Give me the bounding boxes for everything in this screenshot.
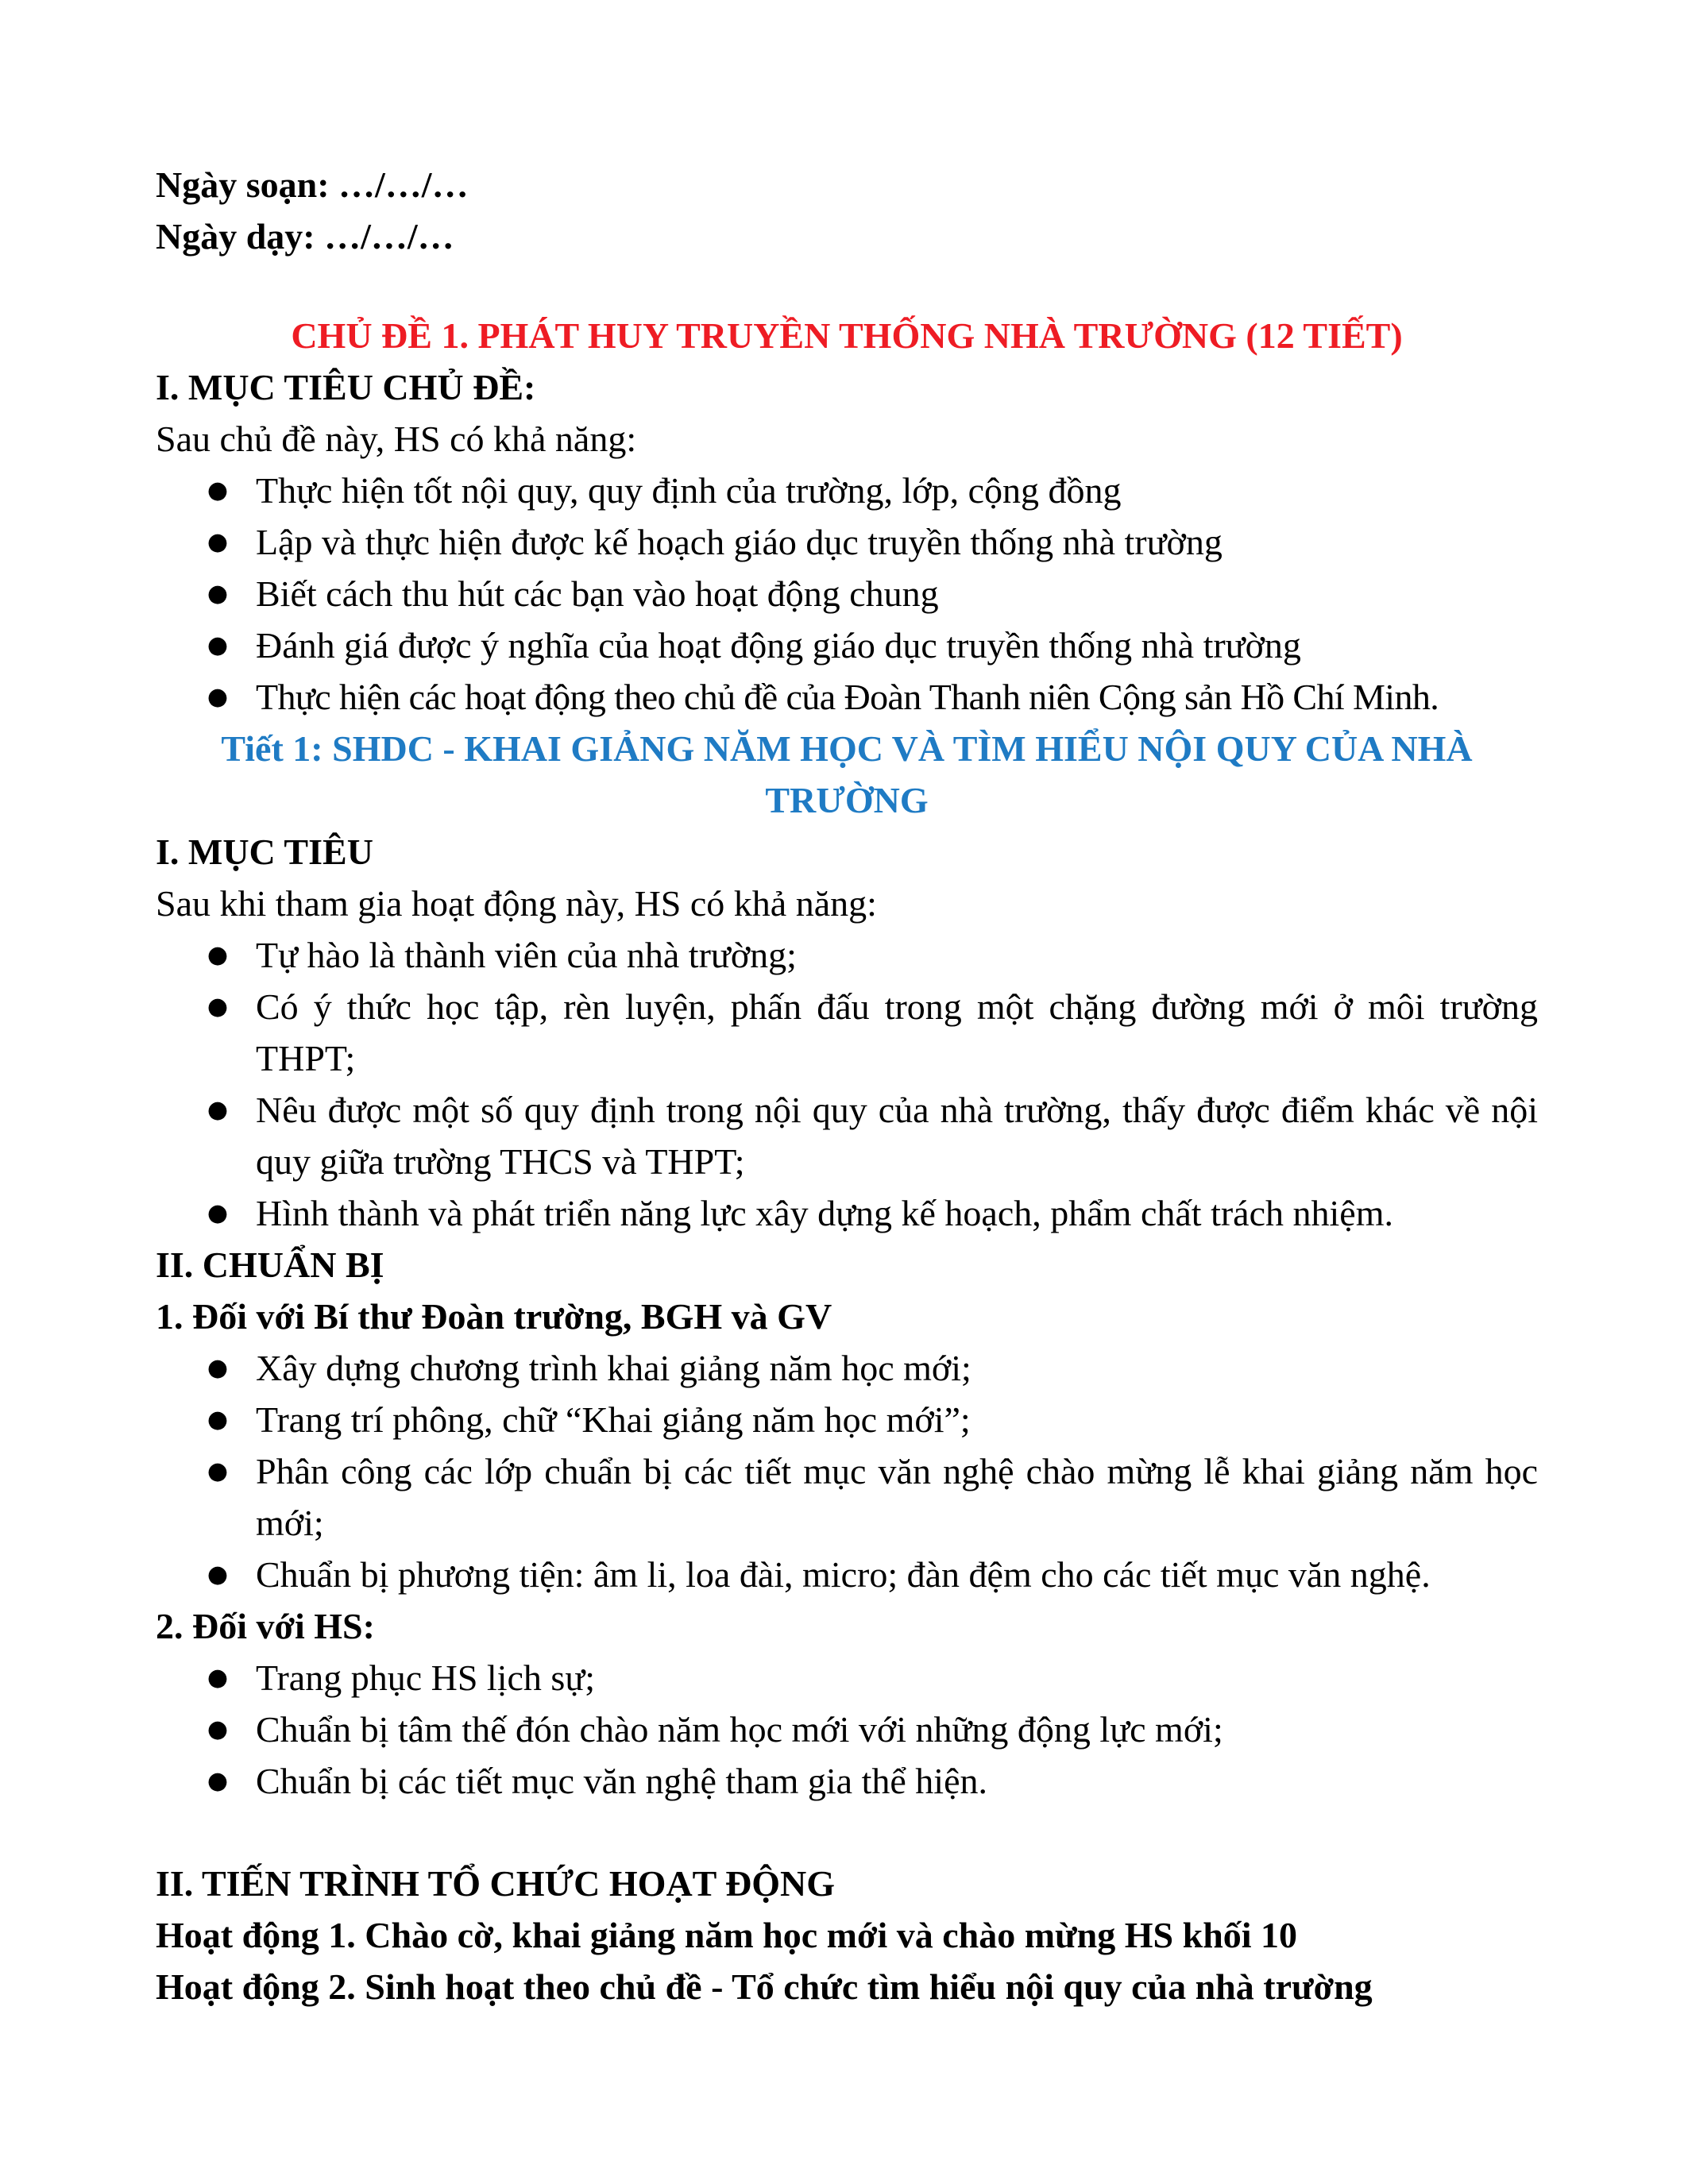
prep-students-heading: 2. Đối với HS: (156, 1606, 375, 1646)
list-item: ● Chuẩn bị các tiết mục văn nghệ tham gia thể hiện. (156, 1755, 1538, 1807)
list-item: ● Thực hiện tốt nội quy, quy định của trường, lớp, cộng đồng (156, 465, 1538, 516)
list-item: ● Chuẩn bị tâm thế đón chào năm học mới với những động lực mới; (156, 1704, 1538, 1755)
bullet-icon: ● (207, 683, 229, 711)
list-item: ● Tự hào là thành viên của nhà trường; (156, 929, 1538, 981)
lesson-title-line-1: Tiết 1: SHDC - KHAI GIẢNG NĂM HỌC VÀ TÌM HIỂU NỘI QUY CỦA NHÀ (221, 728, 1473, 769)
list-item: ● Xây dựng chương trình khai giảng năm học mới; (156, 1342, 1538, 1394)
preparation-heading: II. CHUẨN BỊ (156, 1244, 384, 1285)
bullet-icon: ● (207, 631, 229, 659)
bullet-icon: ● (207, 1354, 229, 1382)
topic-title: CHỦ ĐỀ 1. PHÁT HUY TRUYỀN THỐNG NHÀ TRƯỜNG (12 TIẾT) (291, 315, 1403, 356)
document-page (156, 159, 1538, 2012)
prep-staff-heading: 1. Đối với Bí thư Đoàn trường, BGH và GV (156, 1296, 832, 1337)
spacer (156, 1807, 1538, 1858)
bullet-icon: ● (207, 1561, 229, 1588)
bullet-icon: ● (207, 1664, 229, 1692)
list-item: ● Nêu được một số quy định trong nội quy của nhà trường, thấy được điểm khác về nội quy giữa trường THCS và THPT; (156, 1084, 1538, 1187)
bullet-icon: ● (207, 1767, 229, 1795)
process-heading: II. TIẾN TRÌNH TỔ CHỨC HOẠT ĐỘNG (156, 1863, 836, 1904)
lesson-objectives-heading: I. MỤC TIÊU (156, 832, 373, 872)
spacer (156, 262, 1538, 310)
bullet-icon: ● (207, 580, 229, 608)
lesson-objectives-list (156, 929, 1538, 1239)
list-item: ● Phân công các lớp chuẩn bị các tiết mục văn nghệ chào mừng lễ khai giảng năm học mới; (156, 1445, 1538, 1549)
list-item: ● Biết cách thu hút các bạn vào hoạt động chung (156, 568, 1538, 619)
date-taught: Ngày dạy: …/…/… (156, 216, 454, 257)
list-item: ● Trang trí phông, chữ “Khai giảng năm học mới”; (156, 1394, 1538, 1445)
activity-1: Hoạt động 1. Chào cờ, khai giảng năm học mới và chào mừng HS khối 10 (156, 1915, 1298, 1955)
topic-objectives-intro: Sau chủ đề này, HS có khả năng: (156, 419, 637, 459)
date-prepared: Ngày soạn: …/…/… (156, 164, 469, 205)
bullet-icon: ● (207, 1457, 229, 1485)
list-item: ● Trang phục HS lịch sự; (156, 1652, 1538, 1704)
list-item: ● Hình thành và phát triển năng lực xây dựng kế hoạch, phẩm chất trách nhiệm. (156, 1187, 1538, 1239)
lesson-objectives-intro: Sau khi tham gia hoạt động này, HS có khả năng: (156, 883, 877, 924)
bullet-icon: ● (207, 477, 229, 504)
bullet-icon: ● (207, 1199, 229, 1227)
list-item: ● Thực hiện các hoạt động theo chủ đề của Đoàn Thanh niên Cộng sản Hồ Chí Minh. (156, 671, 1538, 723)
topic-objectives-heading: I. MỤC TIÊU CHỦ ĐỀ: (156, 367, 536, 407)
prep-students-list (156, 1652, 1538, 1807)
bullet-icon: ● (207, 993, 229, 1021)
list-item: ● Đánh giá được ý nghĩa của hoạt động giáo dục truyền thống nhà trường (156, 619, 1538, 671)
bullet-icon: ● (207, 941, 229, 969)
prep-staff-list (156, 1342, 1538, 1600)
list-item: ● Chuẩn bị phương tiện: âm li, loa đài, micro; đàn đệm cho các tiết mục văn nghệ. (156, 1549, 1538, 1600)
bullet-icon: ● (207, 1715, 229, 1743)
list-item: ● Có ý thức học tập, rèn luyện, phấn đấu trong một chặng đường mới ở môi trường THPT; (156, 981, 1538, 1084)
list-item: ● Lập và thực hiện được kế hoạch giáo dục truyền thống nhà trường (156, 516, 1538, 568)
lesson-title-line-2: TRƯỜNG (765, 780, 929, 820)
activity-2: Hoạt động 2. Sinh hoạt theo chủ đề - Tổ chức tìm hiểu nội quy của nhà trường (156, 1966, 1373, 2007)
bullet-icon: ● (207, 1406, 229, 1433)
topic-objectives-list (156, 465, 1538, 723)
bullet-icon: ● (207, 528, 229, 556)
bullet-icon: ● (207, 1096, 229, 1124)
